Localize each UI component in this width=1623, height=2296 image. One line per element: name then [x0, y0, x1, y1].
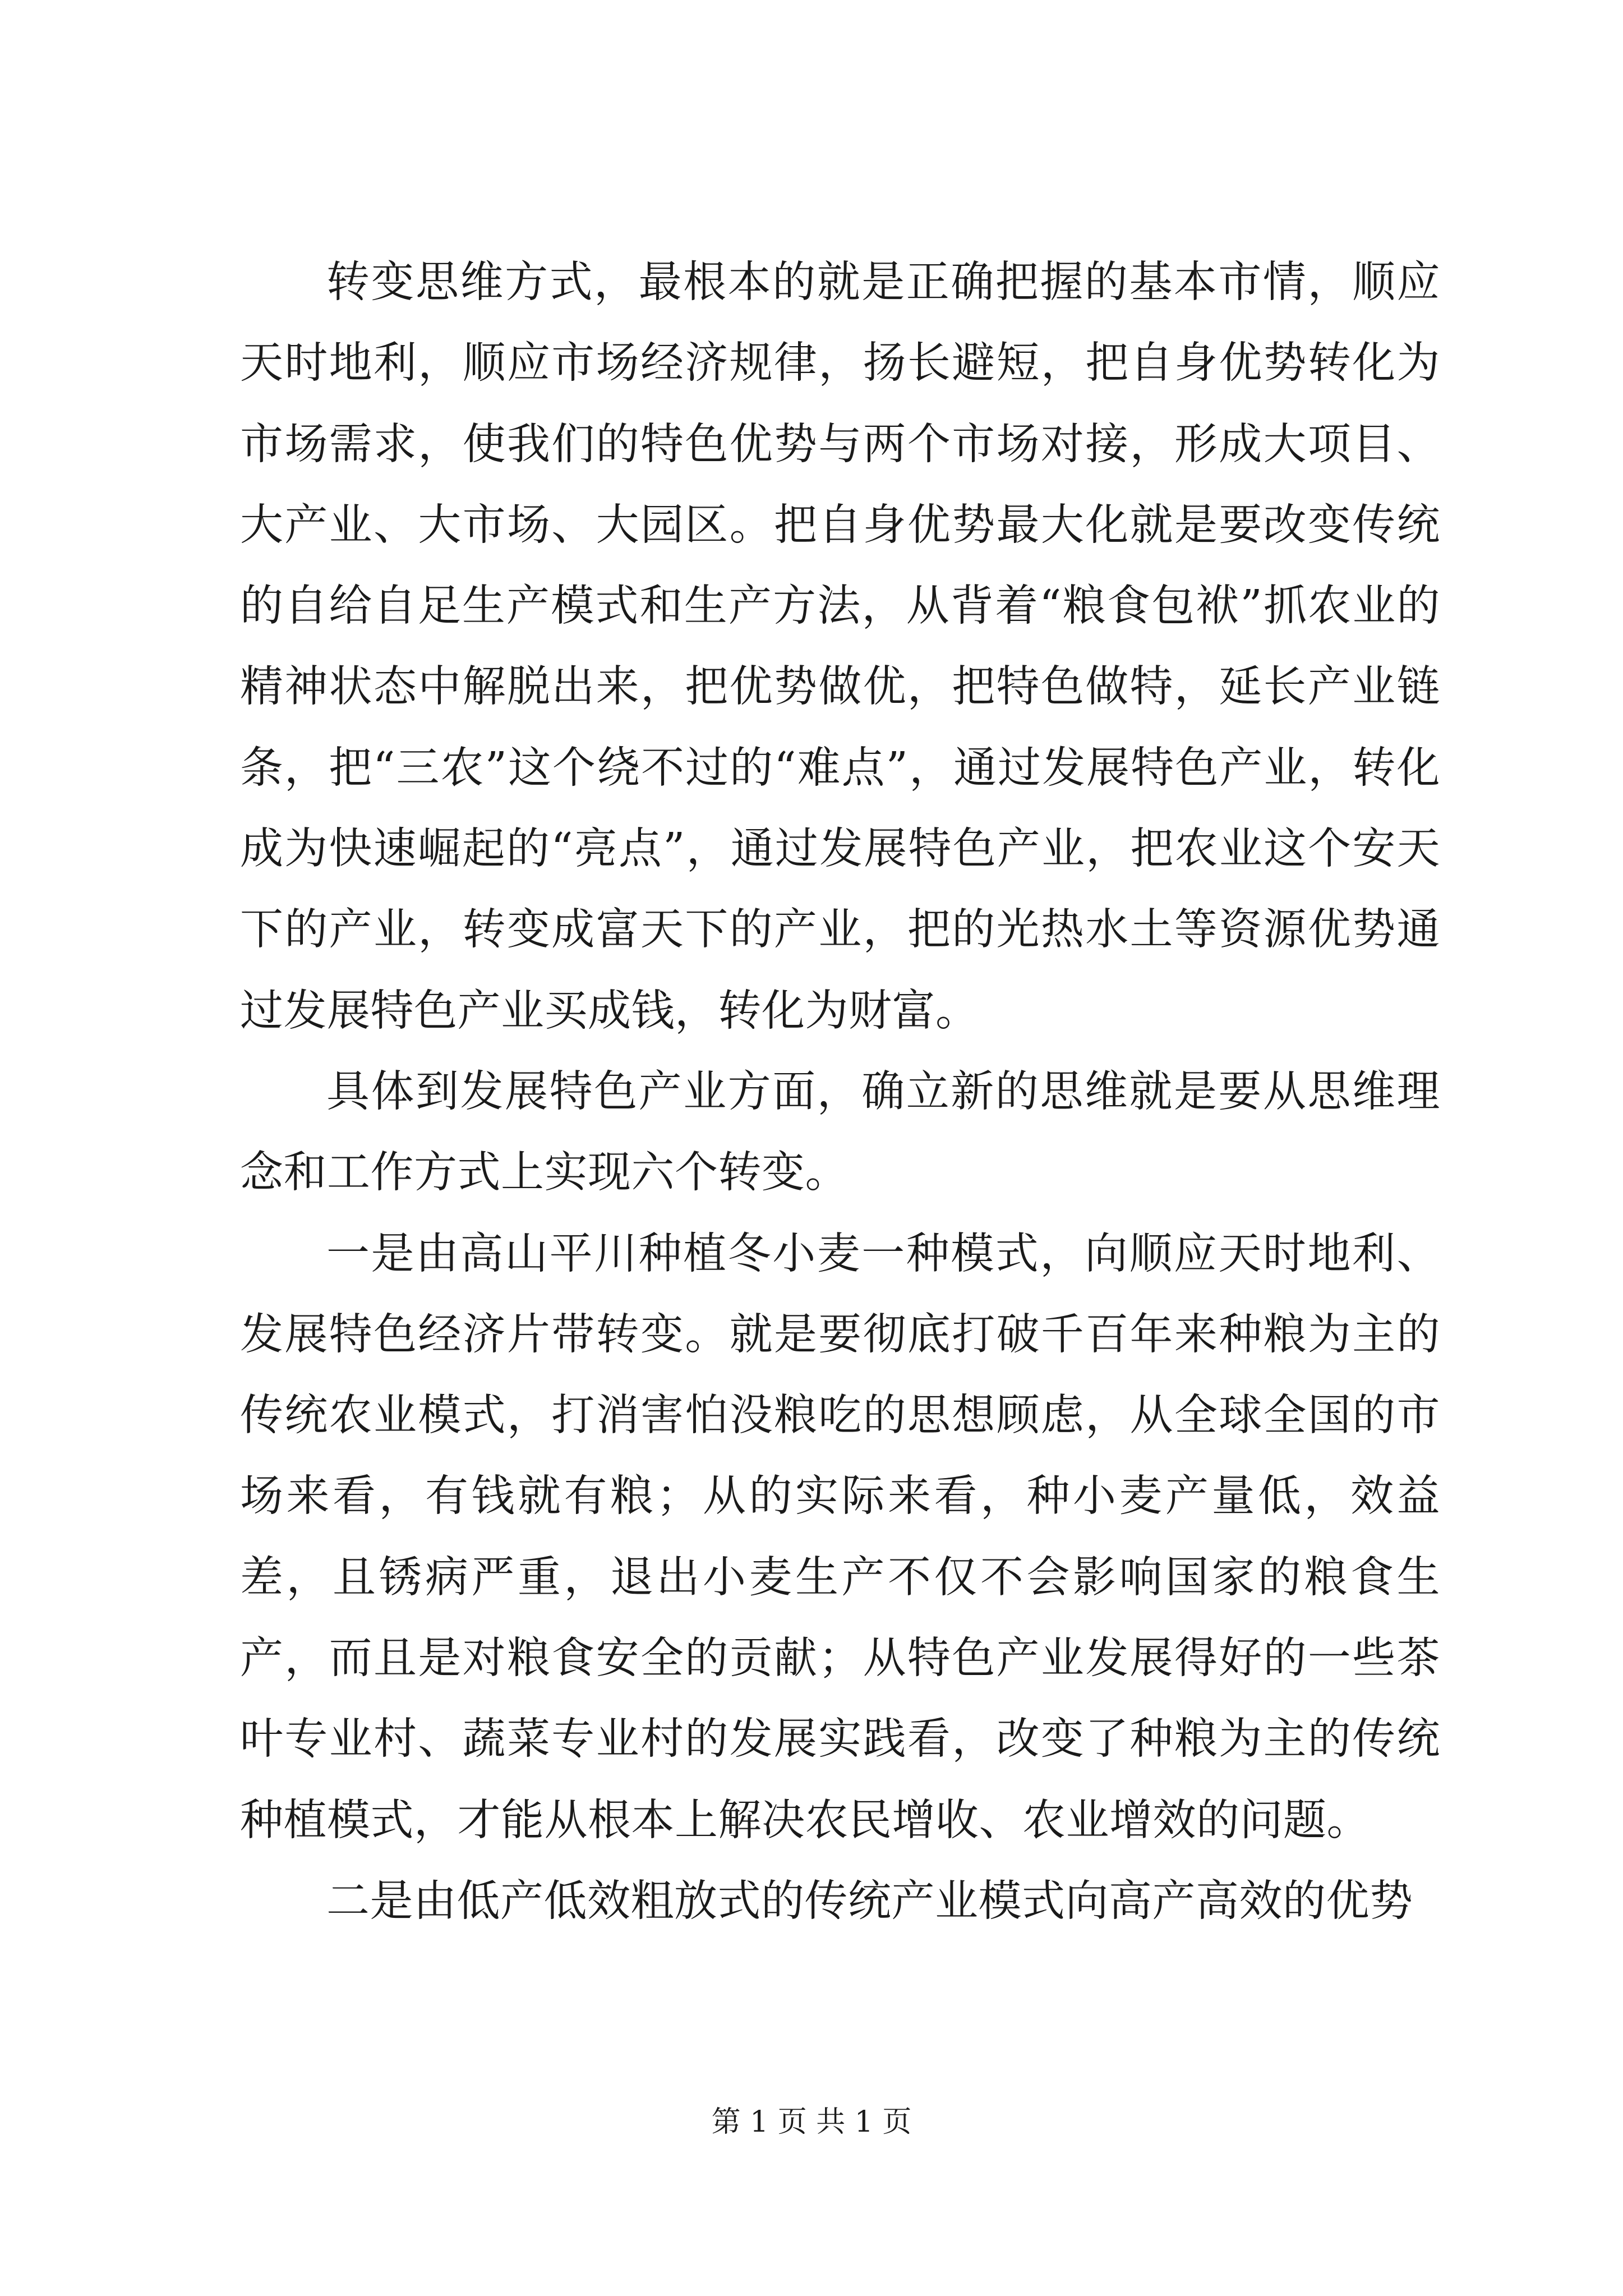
paragraph: 一是由高山平川种植冬小麦一种模式，向顺应天时地利、发展特色经济片带转变。就是要彻底打破千百年来种粮为主的传统农业模式，打消害怕没粮吃的思想顾虑，从全球全国的市场来看，有钱就有粮；从的实际来看，种小麦产量低，效益差，且锈病严重，退出小麦生产不仅不会影响国家的粮食生产，而且是对粮食安全的贡献；从特色产业发展得好的一些茶叶专业村、蔬菜专业村的发展实践看，改变了种粮为主的传统种植模式，才能从根本上解决农民增收、农业增效的问题。: [240, 1228, 1440, 1846]
document-body: [240, 242, 1440, 1942]
paragraph: 具体到发展特色产业方面，确立新的思维就是要从思维理念和工作方式上实现六个转变。: [240, 1066, 1440, 1198]
paragraph: 转变思维方式，最根本的就是正确把握的基本市情，顺应天时地利，顺应市场经济规律，扬长避短，把自身优势转化为市场需求，使我们的特色优势与两个市场对接，形成大项目、大产业、大市场、大园区。把自身优势最大化就是要改变传统的自给自足生产模式和生产方法，从背着“粮食包袱”抓农业的精神状态中解脱出来，把优势做优，把特色做特，延长产业链条，把“三农”这个绕不过的“难点”，通过发展特色产业，转化成为快速崛起的“亮点”，通过发展特色产业，把农业这个安天下的产业，转变成富天下的产业，把的光热水土等资源优势通过发展特色产业买成钱，转化为财富。: [240, 257, 1440, 1036]
page-footer: 第 1 页 共 1 页: [711, 2105, 912, 2139]
paragraph: 二是由低产低效粗放式的传统产业模式向高产高效的优势: [326, 1876, 1413, 1926]
